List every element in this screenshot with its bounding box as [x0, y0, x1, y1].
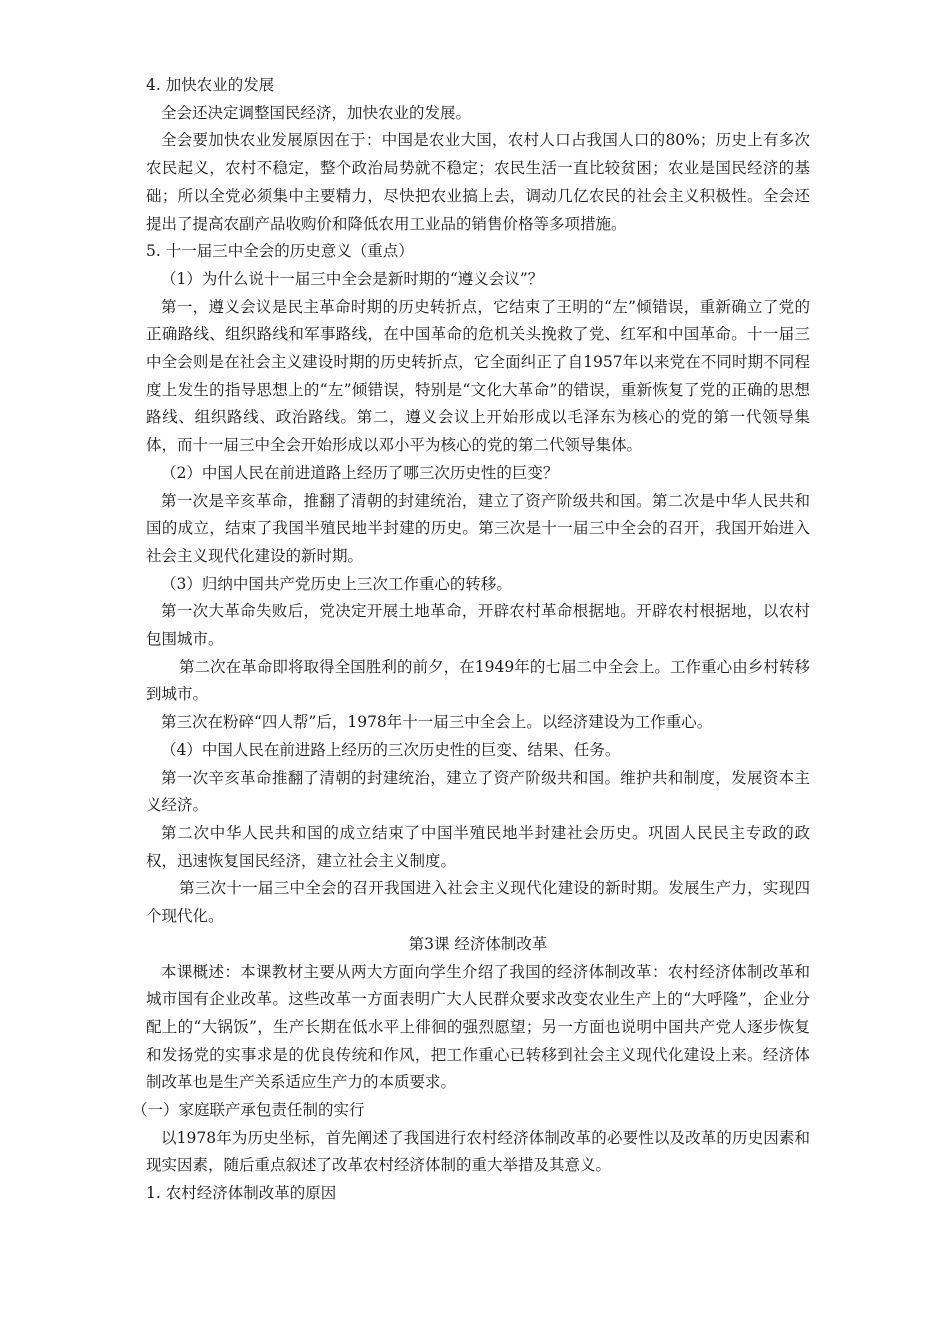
part-1-heading: （一）家庭联产承包责任制的实行 [132, 1101, 365, 1120]
answer-3-3: 第三次在粉碎“四人帮”后，1978年十一届三中全会上。以经济建设为工作重心。 [161, 713, 713, 732]
answer-4-3: 第三次十一届三中全会的召开我国进入社会主义现代化建设的新时期。发展生产力，实现四个现代化。 [146, 879, 810, 926]
paragraph: 全会还决定调整国民经济，加快农业的发展。 [161, 103, 472, 122]
answer-3-2: 第二次在革命即将取得全国胜利的前夕，在1949年的七届二中全会上。工作重心由乡村转移到城市。 [146, 657, 810, 704]
answer-4-1: 第一次辛亥革命推翻了清朝的封建统治，建立了资产阶级共和国。维护共和制度，发展资本主义经济。 [146, 768, 810, 815]
answer-1: 第一，遵义会议是民主革命时期的历史转折点，它结束了王明的“左”倾错误，重新确立了党的正确路线、组织路线和军事路线，在中国革命的危机关头挽救了党、红军和中国革命。十一届三中全会则是在社会主义建设时期的历史转折点，它全面纠正了自1957年以来党在不同时期不同程度上发生的指导思想上的“左”倾错误，特别是“文化大革命”的错误，重新恢复了党的正确的思想路线、组织路线、政治路线。第二，遵义会议上开始形成以毛泽东为核心的党的第一代领导集体，而十一届三中全会开始形成以邓小平为核心的党的第二代领导集体。 [146, 297, 810, 455]
question-1: （1）为什么说十一届三中全会是新时期的“遵义会议”？ [161, 269, 544, 288]
paragraph: 以1978年为历史坐标，首先阐述了我国进行农村经济体制改革的必要性以及改革的历史因素和现实因素，随后重点叙述了改革农村经济体制的重大举措及其意义。 [146, 1128, 810, 1175]
document-page [132, 72, 810, 1208]
paragraph: 全会要加快农业发展原因在于：中国是农业大国，农村人口占我国人口的80%；历史上有多次农民起义，农村不稳定，整个政治局势就不稳定；农民生活一直比较贫困；农业是国民经济的基础；所以全党必须集中主要精力，尽快把农业搞上去，调动几亿农民的社会主义积极性。全会还提出了提高农副产品收购价和降低农用工业品的销售价格等多项措施。 [146, 131, 810, 233]
answer-3-1: 第一次大革命失败后，党决定开展土地革命，开辟农村革命根据地。开辟农村根据地，以农村包围城市。 [146, 602, 810, 649]
answer-4-2: 第二次中华人民共和国的成立结束了中国半殖民地半封建社会历史。巩固人民民主专政的政权，迅速恢复国民经济，建立社会主义制度。 [146, 823, 810, 870]
lesson-overview: 本课概述：本课教材主要从两大方面向学生介绍了我国的经济体制改革：农村经济体制改革和城市国有企业改革。这些改革一方面表明广大人民群众要求改变农业生产上的“大呼隆”，企业分配上的“大锅饭”，生产长期在低水平上徘徊的强烈愿望；另一方面也说明中国共产党人逐步恢复和发扬党的实事求是的优良传统和作风，把工作重心已转移到社会主义现代化建设上来。经济体制改革也是生产关系适应生产力的本质要求。 [146, 962, 810, 1092]
section-5-heading: 5. 十一届三中全会的历史意义（重点） [146, 242, 414, 261]
question-2: （2）中国人民在前进道路上经历了哪三次历史性的巨变？ [161, 463, 559, 482]
lesson-title: 第3课 经济体制改革 [408, 934, 548, 953]
subsection-1-heading: 1. 农村经济体制改革的原因 [146, 1184, 337, 1203]
question-3: （3）归纳中国共产党历史上三次工作重心的转移。 [161, 574, 512, 593]
question-4: （4）中国人民在前进路上经历的三次历史性的巨变、结果、任务。 [161, 740, 621, 759]
section-4-heading: 4. 加快农业的发展 [146, 76, 275, 94]
answer-2: 第一次是辛亥革命，推翻了清朝的封建统治，建立了资产阶级共和国。第二次是中华人民共和国的成立，结束了我国半殖民地半封建的历史。第三次是十一届三中全会的召开，我国开始进入社会主义现代化建设的新时期。 [146, 491, 810, 565]
